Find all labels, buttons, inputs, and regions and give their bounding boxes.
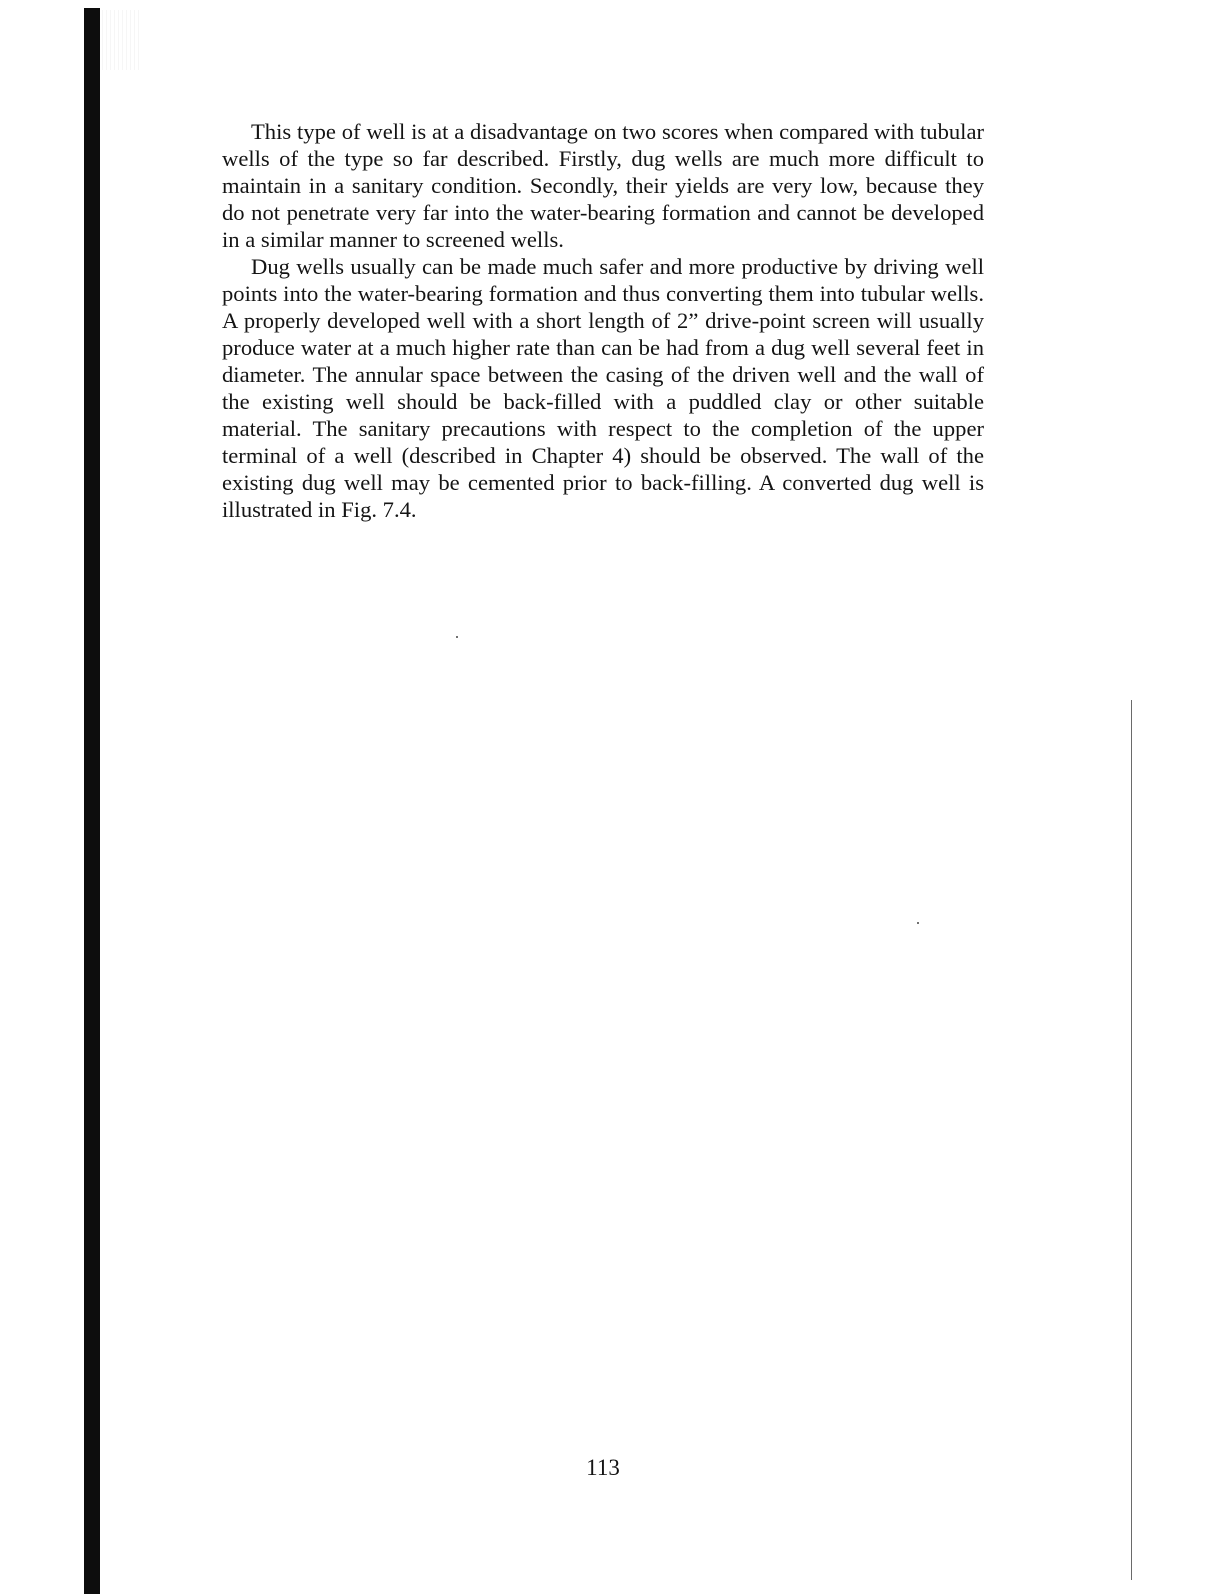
scan-edge-line: [1131, 700, 1132, 1580]
scan-noise: [102, 10, 142, 70]
scan-speck: [456, 636, 458, 638]
paragraph-1: This type of well is at a disadvantage on two scores when compared with tubular wells of the type so far described. Firstly, dug wells are much more difficult to maintain in a sanitary condition. Secondly, their yields are very low, because they do not penetrate very far into the water-bearing formation and cannot be developed in a similar manner to screened wells.: [222, 119, 984, 252]
page-number: 113: [586, 1455, 620, 1480]
paragraph-2: Dug wells usually can be made much safer and more productive by driving well points into the water-bearing formation and thus converting them into tubular wells. A properly developed well with a short length of 2” drive-point screen will usually produce water at a much higher rate than can be had from a dug well several feet in diameter. The annular space between the casing of the driven well and the wall of the existing well should be back-filled with a puddled clay or other suitable material. The sanitary precautions with respect to the completion of the upper terminal of a well (described in Chapter 4) should be observed. The wall of the existing dug well may be cemented prior to back-filling. A converted dug well is illustrated in Fig. 7.4.: [222, 254, 984, 522]
scan-speck: [917, 922, 919, 924]
scan-binding-edge: [84, 8, 100, 1594]
body-text: [222, 118, 984, 523]
